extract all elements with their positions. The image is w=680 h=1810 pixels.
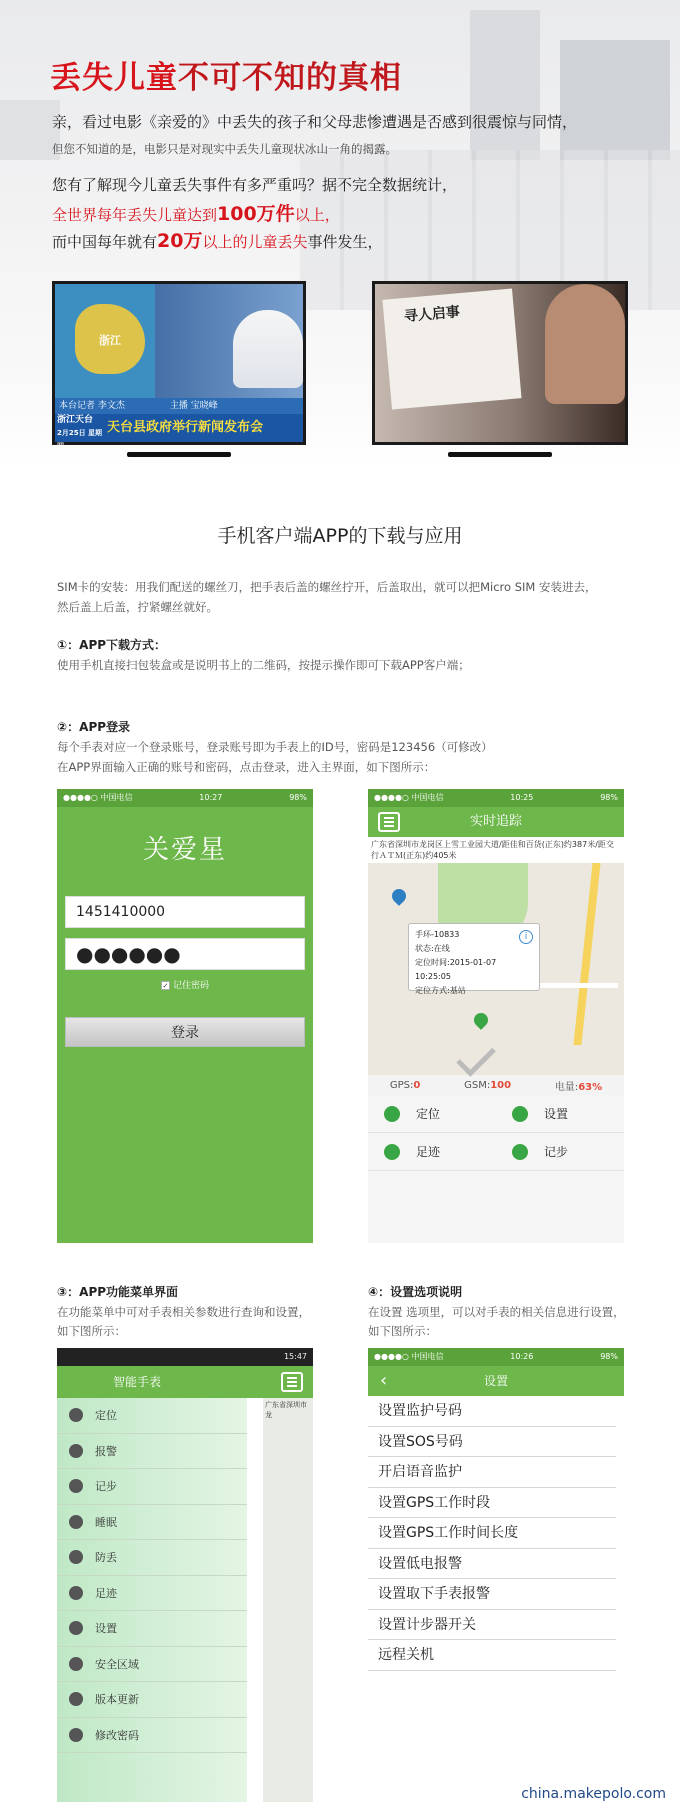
step1-title: ①：APP下载方式： xyxy=(57,638,167,652)
stat-china-prefix: 而中国每年就有 xyxy=(52,233,158,251)
collapse-chevron-icon[interactable] xyxy=(368,1045,624,1075)
battery-level: 98% xyxy=(600,1352,618,1361)
location-mode: 定位方式:基站 xyxy=(415,986,466,995)
setting-removal-alarm[interactable]: 设置取下手表报警 xyxy=(368,1579,616,1610)
tv-missing-notice-screen xyxy=(372,281,628,445)
gear-icon xyxy=(512,1106,528,1122)
step1-text: 使用手机直接扫包装盒或是说明书上的二维码，按提示操作即可下载APP客户端； xyxy=(57,658,470,672)
location-time: 定位时间:2015-01-07 10:25:05 xyxy=(415,958,497,981)
layers-icon xyxy=(69,1692,83,1706)
clock: 10:27 xyxy=(199,793,223,802)
battery-level: 98% xyxy=(600,793,618,802)
checkbox-icon[interactable]: ✓ xyxy=(162,982,169,990)
step3-text-1: 在功能菜单中可对手表相关参数进行查询和设置， xyxy=(57,1305,310,1319)
tracking-map[interactable] xyxy=(368,863,624,1045)
steps-button[interactable]: 记步 xyxy=(496,1133,624,1171)
menu-header xyxy=(57,1366,313,1398)
clock: 10:26 xyxy=(510,1352,534,1361)
mother-photo xyxy=(545,284,625,404)
gsm-stat: GSM:100 xyxy=(464,1079,512,1091)
background-building xyxy=(560,40,670,160)
stat-china-suffix: 事件发生， xyxy=(307,233,383,251)
map-road xyxy=(573,863,600,1045)
menu-item-locate[interactable]: 定位 xyxy=(57,1398,247,1434)
menu-item-steps[interactable]: 记步 xyxy=(57,1469,247,1505)
news-date: 2月25日 星期四 xyxy=(57,429,103,450)
refresh-icon xyxy=(69,1728,83,1742)
stat-china-middle: 以上的儿童丢失 xyxy=(202,233,308,251)
tv-stand xyxy=(127,452,231,457)
sim-instructions-2: 然后盖上后盖，拧紧螺丝就好。 xyxy=(57,600,218,614)
battery-level: 98% xyxy=(289,793,307,802)
menu-title: 智能手表 xyxy=(113,1375,162,1389)
hero-headline xyxy=(50,52,402,97)
function-menu xyxy=(57,1398,247,1802)
route-icon xyxy=(384,1144,400,1160)
step3-text-2: 如下图所示： xyxy=(57,1324,126,1338)
hero-line-2: 但您不知道的是，电影只是对现实中丢失儿童现状冰山一角的揭露。 xyxy=(52,142,397,156)
locate-button[interactable]: 定位 xyxy=(368,1095,496,1133)
bluetooth-icon xyxy=(69,1550,83,1564)
address-text: 广东省深圳市龙岗区上雪工业园大道/距佳和百货(正东)约387米/距交行ＡＴＭ(正东)约405米 xyxy=(368,837,624,863)
missing-person-notice xyxy=(382,289,521,410)
news-headline: 天台县政府举行新闻发布会 xyxy=(107,420,264,435)
device-info-popup xyxy=(408,923,540,995)
sim-instructions-1: SIM卡的安装：用我们配送的螺丝刀，把手表后盖的螺丝拧开，后盖取出，就可以把Micro SIM 安装进去， xyxy=(57,580,597,594)
alarm-icon xyxy=(69,1444,83,1458)
clock: 15:47 xyxy=(283,1352,307,1361)
running-icon xyxy=(69,1479,83,1493)
menu-item-settings[interactable]: 设置 xyxy=(57,1611,247,1647)
watermark: china.makepolo.com xyxy=(521,1786,666,1802)
menu-item-sleep[interactable]: 睡眠 xyxy=(57,1505,247,1541)
tracking-title: 实时追踪 xyxy=(469,814,522,829)
route-icon xyxy=(69,1586,83,1600)
tracking-screen xyxy=(368,789,624,1243)
gps-stat: GPS:0 xyxy=(389,1079,421,1091)
background-building xyxy=(470,10,540,160)
info-icon[interactable]: i xyxy=(519,930,533,944)
device-status: 状态:在线 xyxy=(415,944,450,953)
stat-world-prefix: 全世界每年丢失儿童达到 xyxy=(52,206,218,224)
tv-news-screen xyxy=(52,281,306,450)
notice-title: 寻人启事 xyxy=(403,304,461,326)
app-name: 关爱星 xyxy=(142,835,227,865)
safe-zone-icon xyxy=(69,1657,83,1671)
password-input[interactable]: ●●●●●● xyxy=(65,938,305,970)
status-bar xyxy=(368,789,624,807)
hero-line-3: 您有了解现今儿童丢失事件有多严重吗？据不完全数据统计， xyxy=(52,176,458,194)
step2-text-2: 在APP界面输入正确的账号和密码，点击登录，进入主界面，如下图所示： xyxy=(57,760,436,774)
news-channel: 浙江天台 xyxy=(57,415,94,425)
step4-text-2: 如下图所示： xyxy=(368,1324,437,1338)
news-anchor xyxy=(233,310,303,388)
menu-item-password[interactable]: 修改密码 xyxy=(57,1718,247,1754)
status-bar xyxy=(368,1348,624,1366)
hero-line-1: 亲，看过电影《亲爱的》中丢失的孩子和父母悲惨遭遇是否感到很震惊与同情， xyxy=(52,113,578,131)
hero-line-4 xyxy=(52,199,340,226)
setting-gps-period[interactable]: 设置GPS工作时段 xyxy=(368,1488,616,1519)
hero-banner xyxy=(0,0,680,470)
settings-button[interactable]: 设置 xyxy=(496,1095,624,1133)
menu-icon[interactable] xyxy=(378,812,400,832)
settings-title: 设置 xyxy=(483,1374,508,1388)
news-caption: 本台记者 李文杰 主播 宝晓峰 xyxy=(55,398,303,414)
headline-rest: 不可不知的真相 xyxy=(178,60,402,96)
hero-line-5 xyxy=(52,226,383,253)
stat-china-number: 20万 xyxy=(157,230,203,252)
menu-item-update[interactable]: 版本更新 xyxy=(57,1682,247,1718)
step4-title: ④：设置选项说明 xyxy=(368,1285,463,1299)
setting-gps-duration[interactable]: 设置GPS工作时间长度 xyxy=(368,1518,616,1549)
settings-header xyxy=(368,1366,624,1396)
tv-stand xyxy=(448,452,552,457)
device-name: 手环-10833 xyxy=(415,930,460,939)
account-input[interactable]: 1451410000 xyxy=(65,896,305,928)
status-bar xyxy=(57,789,313,807)
remember-password[interactable] xyxy=(57,978,313,991)
menu-item-safe-zone[interactable]: 安全区域 xyxy=(57,1647,247,1683)
function-grid xyxy=(368,1095,624,1171)
menu-item-antilost[interactable]: 防丢 xyxy=(57,1540,247,1576)
menu-icon[interactable] xyxy=(281,1372,303,1392)
location-pin-icon xyxy=(69,1408,83,1422)
map-region-label: 浙江 xyxy=(99,334,121,347)
menu-screen xyxy=(57,1348,313,1802)
menu-item-footprint[interactable]: 足迹 xyxy=(57,1576,247,1612)
background-building xyxy=(0,100,60,160)
news-ticker xyxy=(55,414,303,450)
section-title: 手机客户端APP的下载与应用 xyxy=(217,525,463,547)
menu-item-alarm[interactable]: 报警 xyxy=(57,1434,247,1470)
running-icon xyxy=(512,1144,528,1160)
setting-low-battery[interactable]: 设置低电报警 xyxy=(368,1549,616,1580)
setting-pedometer[interactable]: 设置计步器开关 xyxy=(368,1610,616,1641)
device-location-icon[interactable] xyxy=(471,1010,491,1030)
stat-world-number: 100万件 xyxy=(217,203,295,225)
settings-screen xyxy=(368,1348,624,1802)
step2-title: ②：APP登录 xyxy=(57,720,131,734)
tracking-header xyxy=(368,807,624,837)
status-bar xyxy=(57,1348,313,1366)
gear-icon xyxy=(69,1621,83,1635)
step4-text-1: 在设置 选项里，可以对手表的相关信息进行设置， xyxy=(368,1305,625,1319)
setting-remote-shutdown[interactable]: 远程关机 xyxy=(368,1640,616,1671)
location-pin-icon xyxy=(384,1106,400,1122)
remember-label: 记住密码 xyxy=(172,981,209,991)
step2-text-1: 每个手表对应一个登录账号，登录账号即为手表上的ID号，密码是123456（可修改） xyxy=(57,740,493,754)
setting-voice-monitor[interactable]: 开启语音监护 xyxy=(368,1457,616,1488)
battery-stat: 电量:63% xyxy=(554,1081,603,1093)
map-peek: 广东省深圳市龙 xyxy=(263,1398,313,1802)
moon-icon xyxy=(69,1515,83,1529)
login-screen xyxy=(57,789,313,1243)
login-button[interactable]: 登录 xyxy=(65,1017,305,1047)
map-marker-icon[interactable] xyxy=(389,886,409,906)
stat-world-suffix: 以上， xyxy=(294,206,340,224)
carrier: ●●●●○ 中国电信 xyxy=(374,1352,444,1361)
setting-guardian-number[interactable]: 设置监护号码 xyxy=(368,1396,616,1427)
clock: 10:25 xyxy=(510,793,534,802)
footprint-button[interactable]: 足迹 xyxy=(368,1133,496,1171)
back-chevron-icon[interactable]: ‹ xyxy=(380,1370,388,1391)
carrier: ●●●●○ 中国电信 xyxy=(63,793,133,802)
carrier: ●●●●○ 中国电信 xyxy=(374,793,444,802)
signal-stats xyxy=(368,1075,624,1095)
step3-title: ③：APP功能菜单界面 xyxy=(57,1285,179,1299)
headline-red: 丢失儿童 xyxy=(50,60,178,96)
setting-sos-number[interactable]: 设置SOS号码 xyxy=(368,1427,616,1458)
